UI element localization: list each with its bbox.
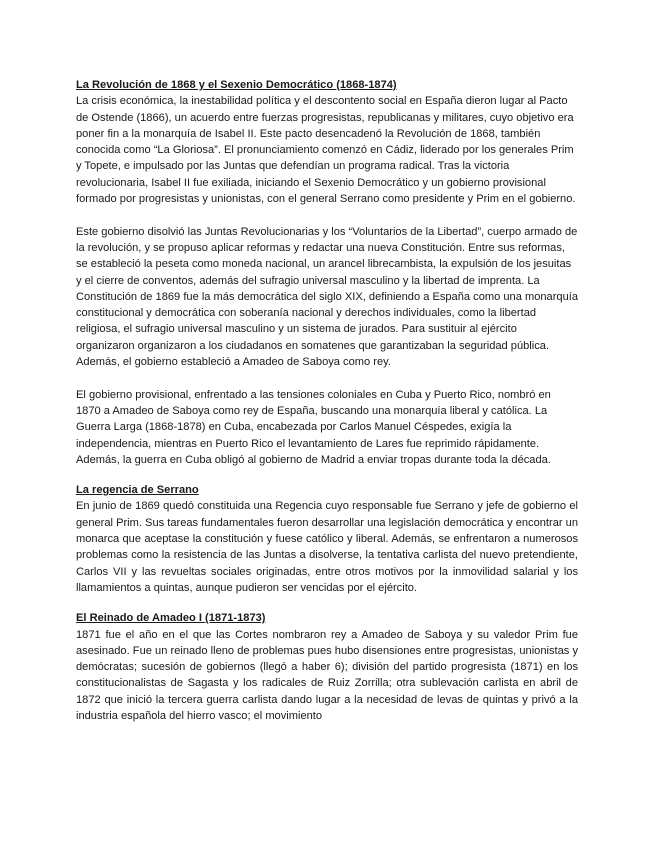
paragraph-tensiones-coloniales: El gobierno provisional, enfrentado a las tensiones coloniales en Cuba y Puerto Rico, nombró en 1870 a Amadeo de Saboya como rey de España, buscando una monarquía liberal y católica. La Guerra Larga (1868-1878) en Cuba, encabezada por Carlos Manuel Céspedes, exigía la independencia, mientras en Puerto Rico el levantamiento de Lares fue reprimido rápidamente. Además, la guerra en Cuba obligó al gobierno de Madrid a enviar tropas durante toda la década. [76,388,551,466]
section-title-regencia-serrano: La regencia de Serrano [76,484,199,497]
document-page [76,77,578,724]
section-spacer [76,596,578,610]
paragraph-spacer [76,370,578,386]
paragraph-regencia: En junio de 1869 quedó constituida una Regencia cuyo responsable fue Serrano y jefe de gobierno el general Prim. Sus tareas fundamentales fueron desarrollar una legislación democrática y encontrar un monarca que aceptase la constitución y fuese católico y liberal. Además, se enfrentaron a numerosos problemas como la resistencia de las Juntas a disolverse, la tentativa carlista del nuevo pretendiente, Carlos VII y las revueltas sociales originadas, entre otros motivos por la inmovilidad salarial y los llamamientos a quintas, aunque pudieron ser vencidas por el ejército. [76,500,578,594]
paragraph-pacto-ostende: La crisis económica, la inestabilidad política y el descontento social en España dieron lugar al Pacto de Ostende (1866), un acuerdo entre fuerzas progresistas, republicanas y militares, cuyo objetivo era poner fin a la monarquía de Isabel II. Este pacto desencadenó la Revolución de 1868, también conocida como “La Gloriosa”. El pronunciamiento comenzó en Cádiz, liderado por los generales Prim y Topete, e impulsado por las Juntas que defendían un programa radical. Tras la victoria revolucionaria, Isabel II fue exiliada, iniciando el Sexenio Democrático y un gobierno provisional formado por progresistas y unionistas, con el general Serrano como presidente y Prim en el gobierno. [76,95,576,206]
paragraph-reinado-amadeo: 1871 fue el año en el que las Cortes nombraron rey a Amadeo de Saboya y su valedor Prim fue asesinado. Fue un reinado lleno de problemas pues hubo disensiones entre progresistas, unionistas y demócratas; sucesión de gobiernos (llegó a haber 6); división del partido progresista (1871) en los constitucionalistas de Sagasta y los radicales de Ruiz Zorrilla; otra sublevación carlista en abril de 1872 que inició la tercera guerra carlista dando lugar a la necesidad de levas de quintas y privó a la industria española del hierro vasco; el movimiento [76,628,578,722]
section-spacer [76,468,578,482]
paragraph-reformas-gobierno: Este gobierno disolvió las Juntas Revolucionarias y los “Voluntarios de la Libertad”, cuerpo armado de la revolución, y se propuso aplicar reformas y redactar una nueva Constitución. Entre sus reformas, se estableció la peseta como moneda nacional, un arancel librecambista, la expulsión de los jesuitas y el cierre de conventos, además del sufragio universal masculino y la libertad de imprenta. La Constitución de 1869 fue la más democrática del siglo XIX, definiendo a España como una monarquía constitucional y democrática con soberanía nacional y derechos individuales, como la libertad religiosa, el sufragio universal masculino y un sistema de jurados. Para sustituir al ejército organizaron organizaron a los ciudadanos en somatenes que garantizaban la seguridad pública. Además, el gobierno estableció a Amadeo de Saboya como rey. [76,225,578,369]
section-title-revolucion-1868: La Revolución de 1868 y el Sexenio Democrático (1868-1874) [76,79,397,91]
section-title-reinado-amadeo: El Reinado de Amadeo I (1871-1873) [76,612,266,625]
paragraph-spacer [76,207,578,223]
